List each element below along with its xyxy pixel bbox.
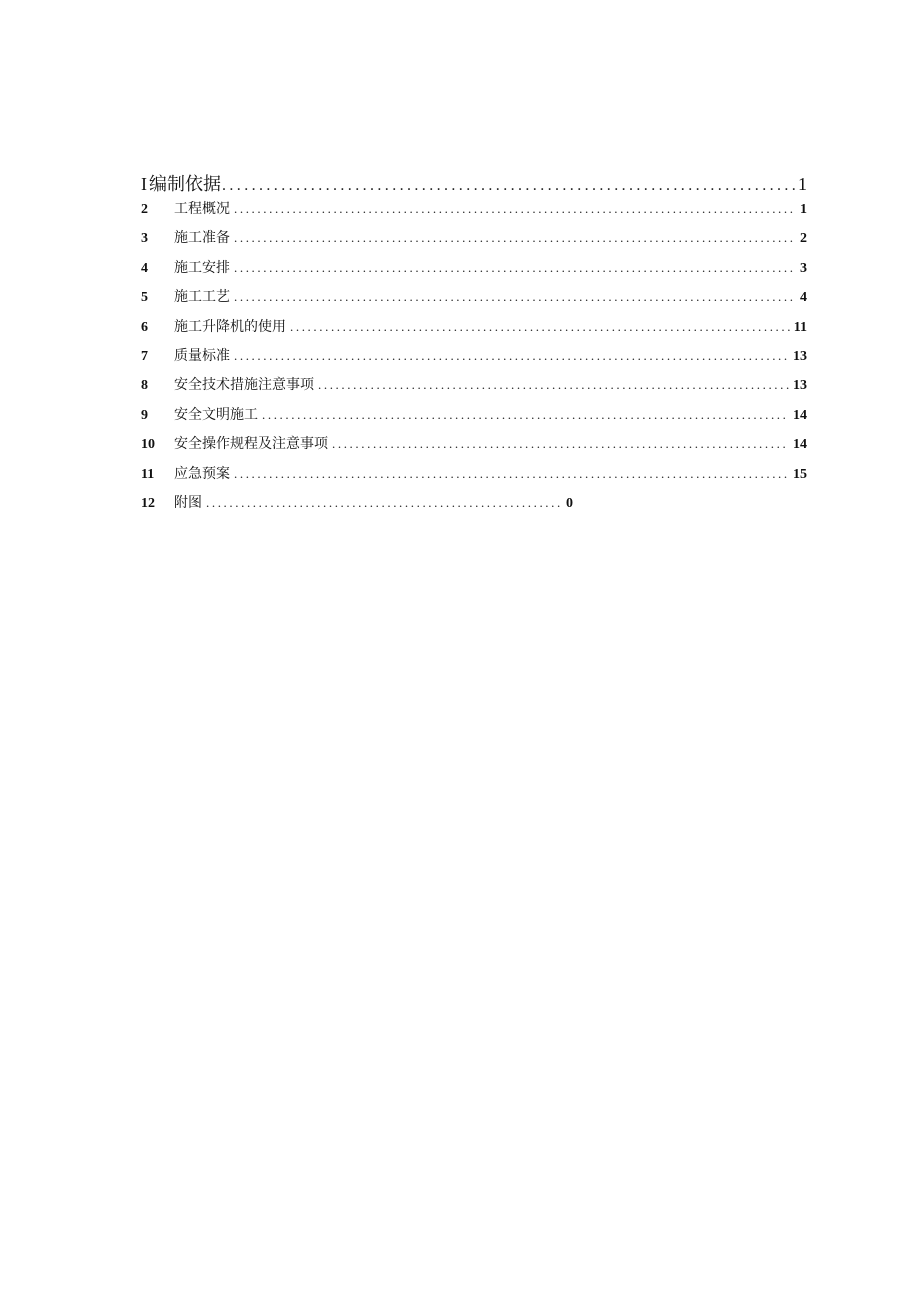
toc-dot-leader bbox=[318, 377, 789, 393]
toc-entry-title: 应急预案 bbox=[174, 465, 230, 482]
toc-entry-title: 安全操作规程及注意事项 bbox=[174, 436, 328, 453]
toc-entry-page: 2 bbox=[800, 231, 807, 247]
toc-entry-title: 施工升降机的使用 bbox=[174, 318, 286, 335]
toc-entry-title: 编制依据 bbox=[149, 174, 221, 195]
table-of-contents bbox=[141, 170, 807, 521]
toc-dot-leader bbox=[234, 201, 796, 217]
toc-entry-title: 工程概况 bbox=[174, 201, 230, 217]
toc-entry-number: 8 bbox=[141, 378, 148, 394]
toc-entry-title: 施工工艺 bbox=[174, 289, 230, 306]
toc-entry-number: 4 bbox=[141, 260, 148, 276]
toc-dot-leader bbox=[234, 230, 796, 246]
toc-dot-leader bbox=[234, 260, 796, 276]
toc-entry-4[interactable] bbox=[141, 257, 807, 286]
toc-dot-leader bbox=[234, 348, 789, 364]
toc-entry-title: 附图 bbox=[174, 494, 202, 511]
toc-entry-3[interactable] bbox=[141, 227, 807, 256]
toc-entry-8[interactable] bbox=[141, 374, 807, 403]
toc-entry-6[interactable] bbox=[141, 316, 807, 345]
toc-entry-page: 1 bbox=[800, 202, 807, 217]
toc-entry-title: 施工准备 bbox=[174, 230, 230, 247]
toc-entry-title: 施工安排 bbox=[174, 259, 230, 276]
toc-entry-2[interactable] bbox=[141, 198, 807, 227]
toc-entry-page: 15 bbox=[793, 466, 807, 482]
toc-entry-page: 4 bbox=[800, 290, 807, 306]
toc-entry-title: 安全文明施工 bbox=[174, 406, 258, 423]
toc-entry-page: 0 bbox=[566, 495, 573, 511]
toc-entry-page: 13 bbox=[793, 378, 807, 394]
toc-entry-9[interactable] bbox=[141, 404, 807, 433]
toc-dot-leader bbox=[290, 319, 790, 335]
toc-entry-7[interactable] bbox=[141, 345, 807, 374]
toc-dot-leader bbox=[206, 495, 562, 511]
toc-dot-leader bbox=[262, 407, 789, 423]
toc-entry-number: 2 bbox=[141, 202, 148, 217]
toc-entry-title: 质量标准 bbox=[174, 347, 230, 364]
toc-entry-number: 3 bbox=[141, 231, 148, 247]
toc-entry-number: 9 bbox=[141, 407, 148, 423]
toc-entry-number: 6 bbox=[141, 319, 148, 335]
toc-entry-number: 5 bbox=[141, 290, 148, 306]
toc-entry-page: 14 bbox=[793, 437, 807, 453]
toc-entry-number: 11 bbox=[141, 466, 155, 482]
toc-entry-page: 1 bbox=[798, 174, 807, 194]
toc-entry-page: 14 bbox=[793, 407, 807, 423]
toc-dot-leader bbox=[234, 466, 789, 482]
toc-entry-12[interactable] bbox=[141, 492, 807, 521]
toc-dot-leader bbox=[234, 289, 796, 305]
toc-dot-leader bbox=[222, 177, 795, 195]
toc-dot-leader bbox=[332, 436, 789, 452]
toc-entry-10[interactable] bbox=[141, 433, 807, 462]
toc-entry-number: I bbox=[141, 174, 147, 194]
toc-entry-number: 7 bbox=[141, 348, 148, 364]
toc-entry-number: 12 bbox=[141, 495, 155, 511]
toc-entry-page: 3 bbox=[800, 260, 807, 276]
toc-entry-number: 10 bbox=[141, 437, 155, 453]
toc-entry-title: 安全技术措施注意事项 bbox=[174, 377, 314, 394]
toc-entry-11[interactable] bbox=[141, 463, 807, 492]
toc-entry-page: 13 bbox=[793, 348, 807, 364]
toc-entry-page: 11 bbox=[793, 319, 807, 335]
toc-entry-5[interactable] bbox=[141, 286, 807, 315]
